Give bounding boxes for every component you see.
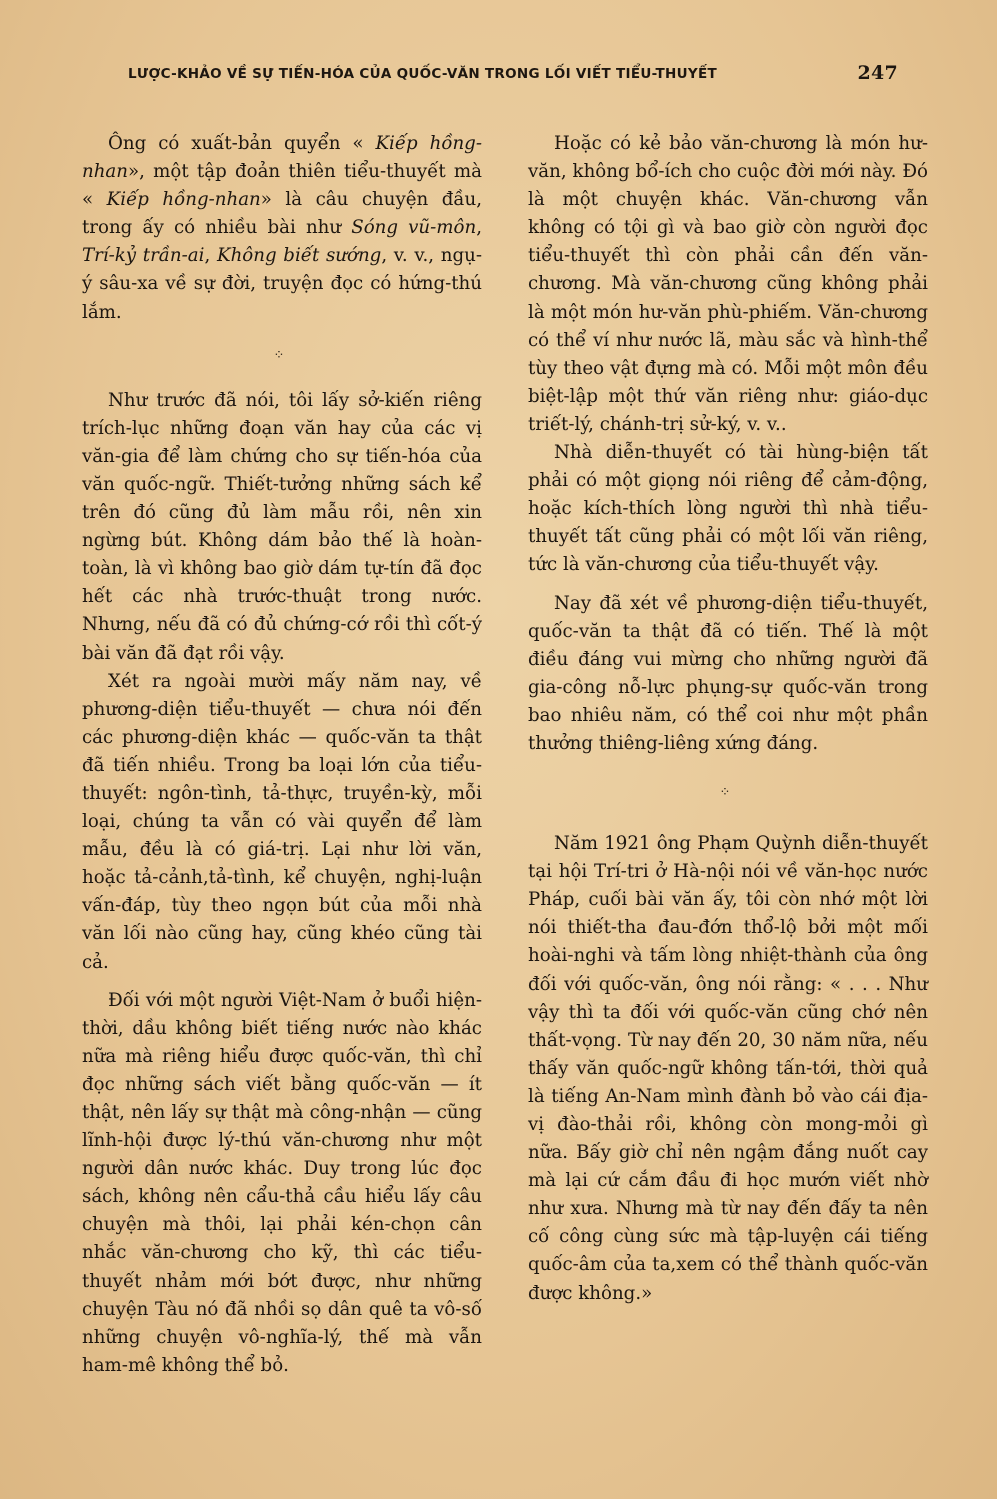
page-number: 247: [857, 62, 898, 84]
story-title: Trí-kỷ trần-ai: [82, 245, 205, 267]
paragraph: Đối với một người Việt-Nam ở buổi hiện-thời, dầu không biết tiếng nước nào khác nữa mà riêng hiểu được quốc-văn, thì chỉ đọc những sách viết bằng quốc-văn — ít thật, nên lấy sự thật mà công-nhận — cũng lĩnh-hội được lý-thú văn-chương như một người dân nước khác. Duy trong lúc đọc sách, không nên cẩu-thả cầu hiểu lấy câu chuyện mà thôi, lại phải kén-chọn cân nhắc văn-chương cho kỹ, thì các tiểu-thuyết nhảm mới bớt được, như những chuyện Tàu nó đã nhồi sọ dân quê ta vô-số những chuyện vô-nghĩa-lý, thế mà vẫn ham-mê không thể bỏ.: [82, 989, 482, 1376]
text-run: » là câu chuyện đầu, trong ấy có nhiều bài như: [82, 189, 482, 239]
text-run: », một tập đoản thiên tiểu-thuyết mà «: [82, 161, 482, 211]
right-column: [528, 130, 928, 1308]
paragraph: Nhà diễn-thuyết có tài hùng-biện tất phải có một giọng nói riêng để cảm-động, hoặc kích-thích lòng người thì nhà tiểu-thuyết tất cũng phải có một lối văn riêng, tức là văn-chương của tiểu-thuyết vậy.: [528, 442, 928, 576]
paragraph: Năm 1921 ông Phạm Quỳnh diễn-thuyết tại hội Trí-tri ở Hà-nội nói về văn-học nước Pháp, cuối bài văn ấy, tôi còn nhớ một lời nói thiết-tha đau-đớn thổ-lộ bởi một mối hoài-nghi và tấm lòng nhiệt-thành của ông đối với quốc-văn, ông nói rằng: « . . . Như vậy thì ta đối với quốc-văn cũng chớ nên thất-vọng. Từ nay đến 20, 30 năm nữa, nếu thấy văn quốc-ngữ không tấn-tới, thời quả là tiếng An-Nam mình đành bỏ vào cái địa-vị đào-thải rồi, không còn mong-mỏi gì nữa. Bấy giờ chỉ nên ngậm đắng nuốt cay mà lại cứ cắm đầu đi học mướn viết nhờ như xưa. Nhưng mà từ nay đến đấy ta nên cố công cùng sức mà tập-luyện cái tiếng quốc-âm của ta,xem có thể thành quốc-văn được không.»: [528, 833, 928, 1304]
story-title: Không biết sướng: [216, 245, 382, 267]
text-run: ,: [476, 217, 482, 239]
paragraph: Hoặc có kẻ bảo văn-chương là món hư-văn, không bổ-ích cho cuộc đời mới này. Đó là một chuyện khác. Văn-chương vẫn không có tội gì và bao giờ còn người đọc tiểu-thuyết thì còn phải cần đến văn-chương. Mà văn-chương cũng không phải là một món hư-văn phù-phiếm. Văn-chương có thể ví như nước lã, màu sắc và hình-thể tùy theo vật đựng mà có. Mỗi một môn đều biệt-lập một thứ văn riêng như: giáo-dục triết-lý, chánh-trị sử-ký, v. v..: [528, 133, 928, 435]
story-title: Sóng vũ-môn: [351, 217, 477, 239]
paragraph: Nay đã xét về phương-diện tiểu-thuyết, quốc-văn ta thật đã có tiến. Thế là một điều đáng vui mừng cho những người đã gia-công nỗ-lực phụng-sự quốc-văn trong bao nhiêu năm, có thể coi như một phần thưởng thiêng-liêng xứng đáng.: [528, 592, 928, 754]
text-run: ,: [204, 245, 211, 267]
section-separator: ⁘: [273, 347, 291, 363]
text-run: , v. v., ngụ-ý sâu-xa về sự đời, truyện đọc có hứng-thú lắm.: [82, 245, 482, 323]
running-title: LƯỢC-KHẢO VỀ SỰ TIẾN-HÓA CỦA QUỐC-VĂN TRONG LỐI VIẾT TIỂU-THUYẾT: [128, 66, 718, 82]
paragraph: Như trước đã nói, tôi lấy sở-kiến riêng trích-lục những đoạn văn hay của các vị văn-gia để làm chứng cho sự tiến-hóa của văn quốc-ngữ. Thiết-tưởng những sách kể trên đó cũng đủ làm mẫu rồi, nên xin ngừng bút. Không dám bảo thế là hoàn-toàn, là vì không bao giờ dám tự-tín đã đọc hết các nhà trước-thuật trong nước. Nhưng, nếu đã có đủ chứng-cớ rồi thì cốt-ý bài văn đã đạt rồi vậy.: [82, 389, 482, 664]
section-separator: ⁘: [719, 785, 737, 801]
book-title: Kiếp hồng-nhan: [106, 189, 261, 211]
text-run: Ông có xuất-bản quyển «: [108, 133, 364, 154]
paragraph: Xét ra ngoài mười mấy năm nay, về phương-diện tiểu-thuyết — chưa nói đến các phương-diện khác — quốc-văn ta thật đã tiến nhiều. Trong ba loại lớn của tiểu-thuyết: ngôn-tình, tả-thực, truyền-kỳ, mỗi loại, chúng ta vẫn có vài quyển để làm mẫu, đều là có giá-trị. Lại như lời văn, hoặc tả-cảnh,tả-tình, kể chuyện, nghị-luận vấn-đáp, tùy theo ngọn bút của mỗi nhà văn lối nào cũng hay, cũng khéo cũng tài cả.: [82, 670, 482, 973]
running-header: [128, 62, 898, 86]
left-column: [82, 130, 482, 1380]
book-title: Kiếp hồng-nhan: [82, 133, 482, 183]
paragraph: [82, 130, 482, 327]
